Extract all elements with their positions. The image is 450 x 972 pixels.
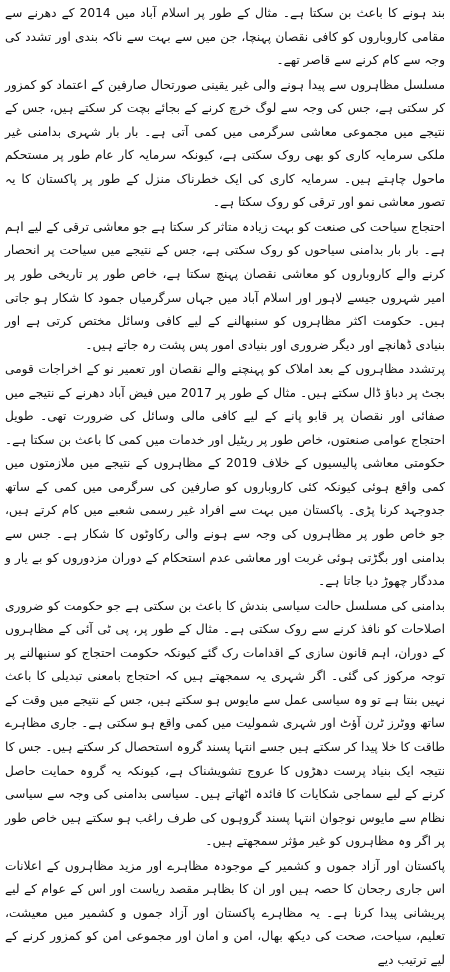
article-paragraph: بدامنی کی مسلسل حالت سیاسی بندش کا باعث بن سکتی ہے جو حکومت کو ضروری اصلاحات کو نافذ کرنے سے روک سکتی ہے۔ مثال کے طور پر، پی ٹی آئی کے مظاہروں کے دوران، اہم قانون سازی کے اقدامات رک گئے کیونکہ حکومت احتجاج کو سنبھالنے پر توجہ مرکوز کی گئی۔ اگر شہری یہ سمجھتے ہیں کہ احتجاج بامعنی تبدیلی کا باعث نہیں بنتا ہے تو وہ سیاسی عمل سے مایوس ہو سکتے ہیں، جس کے نتیجے میں وقت کے ساتھ ووٹرز ٹرن آؤٹ اور شہری شمولیت میں کمی واقع ہو سکتی ہے۔ جاری مظاہرے طاقت کا خلا پیدا کر سکتے ہیں جسے انتہا پسند گروہ استحصال کر سکتے ہیں۔ جس کا نتیجہ ایک بنیاد پرست دھڑوں کا عروج تشویشناک ہے، کیونکہ یہ گروہ حمایت حاصل کرنے کے لیے سماجی شکایات کا فائدہ اٹھاتے ہیں۔ سیاسی بدامنی کی وجہ سے سیاسی نظام سے مایوس نوجوان انتہا پسند گروہوں کی طرف راغب ہو سکتے ہیں خاص طور پر اگر وہ مظاہروں کو غیر مؤثر سمجھتے ہیں۔ <box>5 598 445 849</box>
article-paragraph: بند ہونے کا باعث بن سکتا ہے۔ مثال کے طور پر اسلام آباد میں 2014 کے دھرنے سے مقامی کاروباروں کو کافی نقصان پہنچا، جن میں سے بہت سے ناکہ بندی اور تشدد کی وجہ سے کام کرنے سے قاصر تھے۔ <box>5 6 445 68</box>
article-paragraph: مسلسل مظاہروں سے پیدا ہونے والی غیر یقینی صورتحال صارفین کے اعتماد کو کمزور کر سکتی ہے، جس کی وجہ سے لوگ خرچ کرنے کے بجائے بچت کر سکتے ہیں، جس کے نتیجے میں مجموعی معاشی سرگرمی میں کمی آتی ہے۔ بار بار شہری بدامنی غیر ملکی سرمایہ کاری کو بھی روک سکتی ہے، کیونکہ سرمایہ کار عام طور پر مستحکم ماحول چاہتے ہیں۔ سرمایہ کاری کی ایک خطرناک منزل کے طور پر پاکستان کا یہ تصور معاشی نمو اور ترقی کو روک سکتا ہے۔ <box>5 77 445 210</box>
article-paragraph: پرتشدد مظاہروں کے بعد املاک کو پہنچنے والے نقصان اور تعمیر نو کے اخراجات قومی بجٹ پر دباؤ ڈال سکتے ہیں۔ مثال کے طور پر 2017 میں فیض آباد دھرنے کے نتیجے میں صفائی اور نقصان پر قابو پانے کے لیے کافی مالی وسائل کی ضرورت تھی۔ طویل احتجاج عوامی صنعتوں، خاص طور پر ریٹیل اور خدمات میں کمی کا باعث بن سکتا ہے۔ حکومتی معاشی پالیسیوں کے خلاف 2019 کے مظاہروں کے نتیجے میں ملازمتوں میں کمی واقع ہوئی کیونکہ کئی کاروباروں کو صارفین کی سرگرمی میں کمی کے ساتھ جدوجہد کرنا پڑی۔ پاکستان میں بہت سے افراد غیر رسمی شعبے میں کام کرتے ہیں، جو خاص طور پر مظاہروں کی وجہ سے ہونے والی رکاوٹوں کا شکار ہے۔ جس سے بدامنی اور بگڑتی ہوئی غربت اور معاشی عدم استحکام کے دوران مزدوروں کو بے یار و مددگار چھوڑ دیا جاتا ہے۔ <box>5 362 445 589</box>
article-paragraph: احتجاج سیاحت کی صنعت کو بہت زیادہ متاثر کر سکتا ہے جو معاشی ترقی کے لیے اہم ہے۔ بار بار بدامنی سیاحوں کو روک سکتی ہے، جس کے نتیجے میں سیاحت پر انحصار کرنے والے کاروباروں کو معاشی نقصان پہنچ سکتا ہے، خاص طور پر تاریخی طور پر امیر شہروں جیسے لاہور اور اسلام آباد میں جہاں سرگرمیاں جمود کا شکار ہو جاتی ہیں۔ حکومت اکثر مظاہروں کو سنبھالنے کے لیے کافی وسائل مختص کرتی ہے اور بنیادی ڈھانچے اور دیگر ضروری اور بنیادی امور پس پشت رہ جاتے ہیں۔ <box>5 219 445 352</box>
article-paragraph: پاکستان اور آزاد جموں و کشمیر کے موجودہ مظاہرے اور مزید مظاہروں کے اعلانات اس جاری رجحان کا حصہ ہیں اور ان کا بظاہر مقصد ریاست اور اس کے عوام کے لیے پریشانی پیدا کرنا ہے۔ یہ مظاہرے پاکستان اور آزاد جموں و کشمیر میں معیشت، تعلیم، سیاحت، صحت کی دیکھ بھال، امن و امان اور مجموعی امن کو کمزور کرنے کے لیے ترتیب دیے <box>5 858 445 967</box>
